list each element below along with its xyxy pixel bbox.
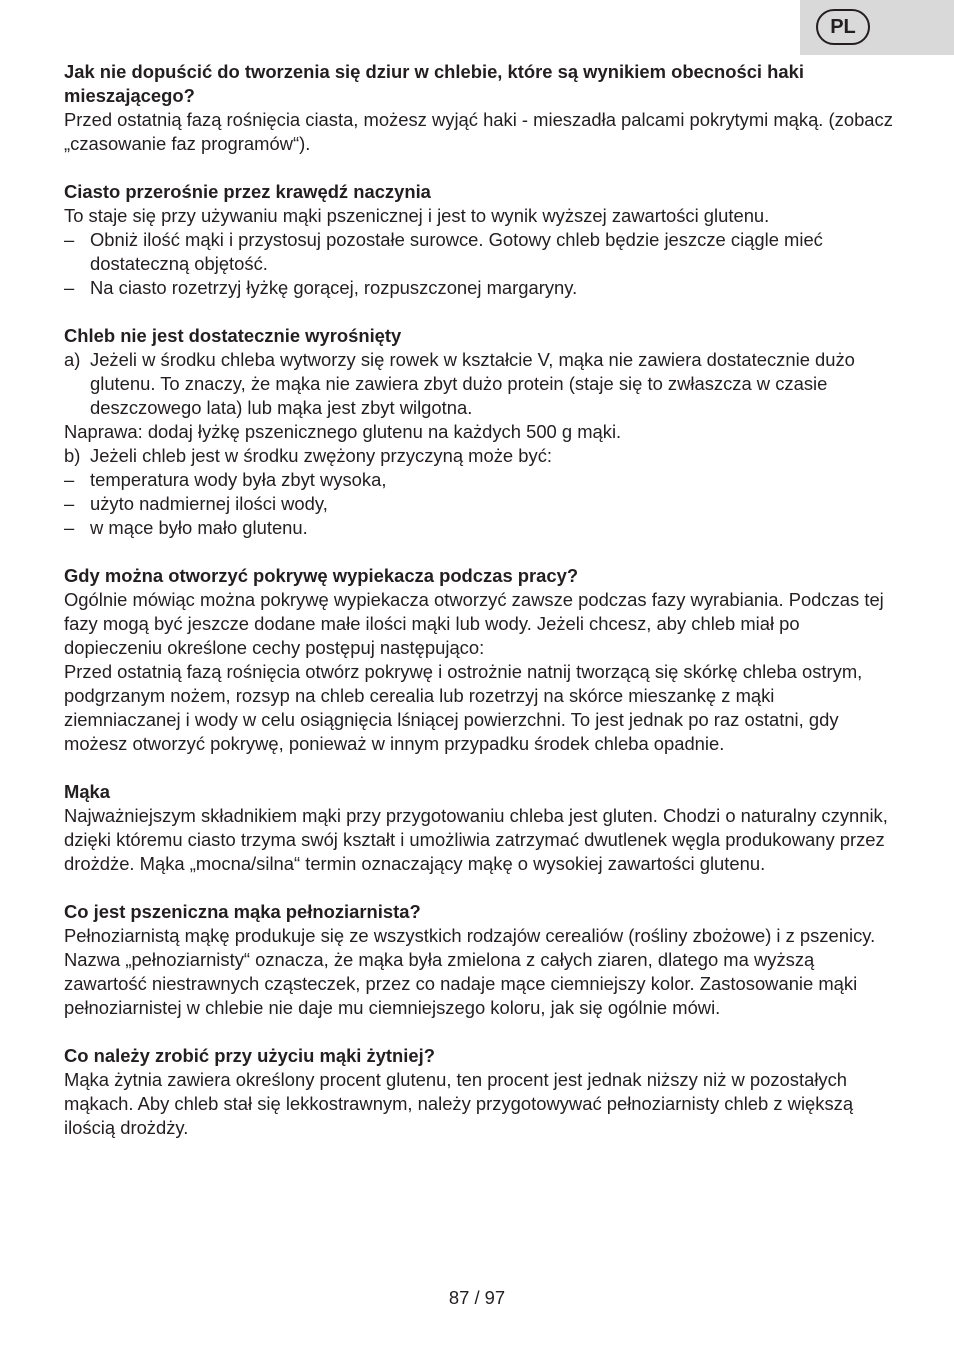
document-body [64, 60, 894, 1164]
language-badge: PL [816, 9, 870, 45]
list-item [64, 276, 894, 300]
list-marker: – [64, 229, 75, 250]
section-heading: Co należy zrobić przy użyciu mąki żytniej? [64, 1045, 435, 1066]
section-heading: Co jest pszeniczna mąka pełnoziarnista? [64, 901, 421, 922]
paragraph: Przed ostatnią fazą rośnięcia ciasta, możesz wyjąć haki - mieszadła palcami pokrytymi mąką. (zobacz „czasowanie faz programów“). [64, 109, 893, 154]
paragraph: To staje się przy używaniu mąki pszenicznej i jest to wynik wyższej zawartości glutenu. [64, 205, 770, 226]
list-marker: a) [64, 349, 81, 370]
list-marker: – [64, 469, 75, 490]
paragraph: Naprawa: dodaj łyżkę pszenicznego glutenu na każdych 500 g mąki. [64, 421, 622, 442]
page-number: 87 / 97 [448, 1287, 506, 1308]
list-item-text: temperatura wody była zbyt wysoka, [90, 469, 387, 490]
list-item [64, 348, 894, 420]
list-item-text: Jeżeli w środku chleba wytworzy się rowek w kształcie V, mąka nie zawiera dostatecznie dużo glutenu. To znaczy, że mąka nie zawiera zbyt dużo protein (staje się to zwłaszcza w czasie deszczowego lata) lub mąka jest zbyt wilgotna. [90, 349, 855, 418]
list-item [64, 228, 894, 276]
list-item [64, 492, 894, 516]
paragraph: Mąka żytnia zawiera określony procent glutenu, ten procent jest jednak niższy niż w pozostałych mąkach. Aby chleb stał się lekkostrawnym, należy przygotowywać pełnoziarnisty chleb z większą ilością drożdży. [64, 1069, 854, 1138]
list-item-text: użyto nadmiernej ilości wody, [90, 493, 328, 514]
list-item [64, 444, 894, 468]
list-marker: b) [64, 445, 81, 466]
language-tab [800, 0, 954, 55]
list-item [64, 516, 894, 540]
paragraph: Ogólnie mówiąc można pokrywę wypiekacza otworzyć zawsze podczas fazy wyrabiania. Podczas tej fazy mogą być jeszcze dodane małe ilości mąki lub wody. Jeżeli chcesz, aby chleb miał po dopieczeniu określone cechy postępuj następująco: [64, 589, 884, 658]
section-heading: Chleb nie jest dostatecznie wyrośnięty [64, 325, 402, 346]
section-heading: Gdy można otworzyć pokrywę wypiekacza podczas pracy? [64, 565, 579, 586]
section [64, 60, 894, 156]
section [64, 324, 894, 540]
paragraph: Pełnoziarnistą mąkę produkuje się ze wszystkich rodzajów cerealiów (rośliny zbożowe) i z pszenicy. Nazwa „pełnoziarnisty“ oznacza, że mąka była zmielona z całych ziaren, dlatego ma wyższą zawartość niestrawnych cząsteczek, przez co nadaje mące ciemniejszy kolor. Zastosowanie mąki pełnoziarnistej w chlebie nie daje mu ciemniejszego koloru, jak się ogólnie mówi. [64, 925, 876, 1018]
paragraph: Najważniejszym składnikiem mąki przy przygotowaniu chleba jest gluten. Chodzi o naturalny czynnik, dzięki któremu ciasto trzyma swój kształt i umożliwia zatrzymać dwutlenek węgla produkowany przez drożdże. Mąka „mocna/silna“ termin oznaczający mąkę o wysokiej zawartości glutenu. [64, 805, 888, 874]
section [64, 900, 894, 1020]
list-item-text: Na ciasto rozetrzyj łyżkę gorącej, rozpuszczonej margaryny. [90, 277, 578, 298]
list-item-text: Obniż ilość mąki i przystosuj pozostałe surowce. Gotowy chleb będzie jeszcze ciągle mieć dostateczną objętość. [90, 229, 823, 274]
list-marker: – [64, 517, 75, 538]
section-heading: Jak nie dopuścić do tworzenia się dziur w chlebie, które są wynikiem obecności haki mieszającego? [64, 61, 804, 106]
list-item-text: w mące było mało glutenu. [90, 517, 308, 538]
section [64, 1044, 894, 1140]
section [64, 780, 894, 876]
list-item [64, 468, 894, 492]
section-heading: Mąka [64, 781, 111, 802]
section [64, 564, 894, 756]
section [64, 180, 894, 300]
list-marker: – [64, 493, 75, 514]
paragraph: Przed ostatnią fazą rośnięcia otwórz pokrywę i ostrożnie natnij tworzącą się skórkę chleba ostrym, podgrzanym nożem, rozsyp na chleb cerealia lub rozetrzyj na skórce mieszankę z mąki ziemniaczanej i wody w celu osiągnięcia lśniącej powierzchni. To jest jednak po raz ostatni, gdy możesz otworzyć pokrywę, ponieważ w innym przypadku środek chleba opadnie. [64, 661, 863, 754]
section-heading: Ciasto przerośnie przez krawędź naczynia [64, 181, 431, 202]
list-marker: – [64, 277, 75, 298]
list-item-text: Jeżeli chleb jest w środku zwężony przyczyną może być: [90, 445, 552, 466]
